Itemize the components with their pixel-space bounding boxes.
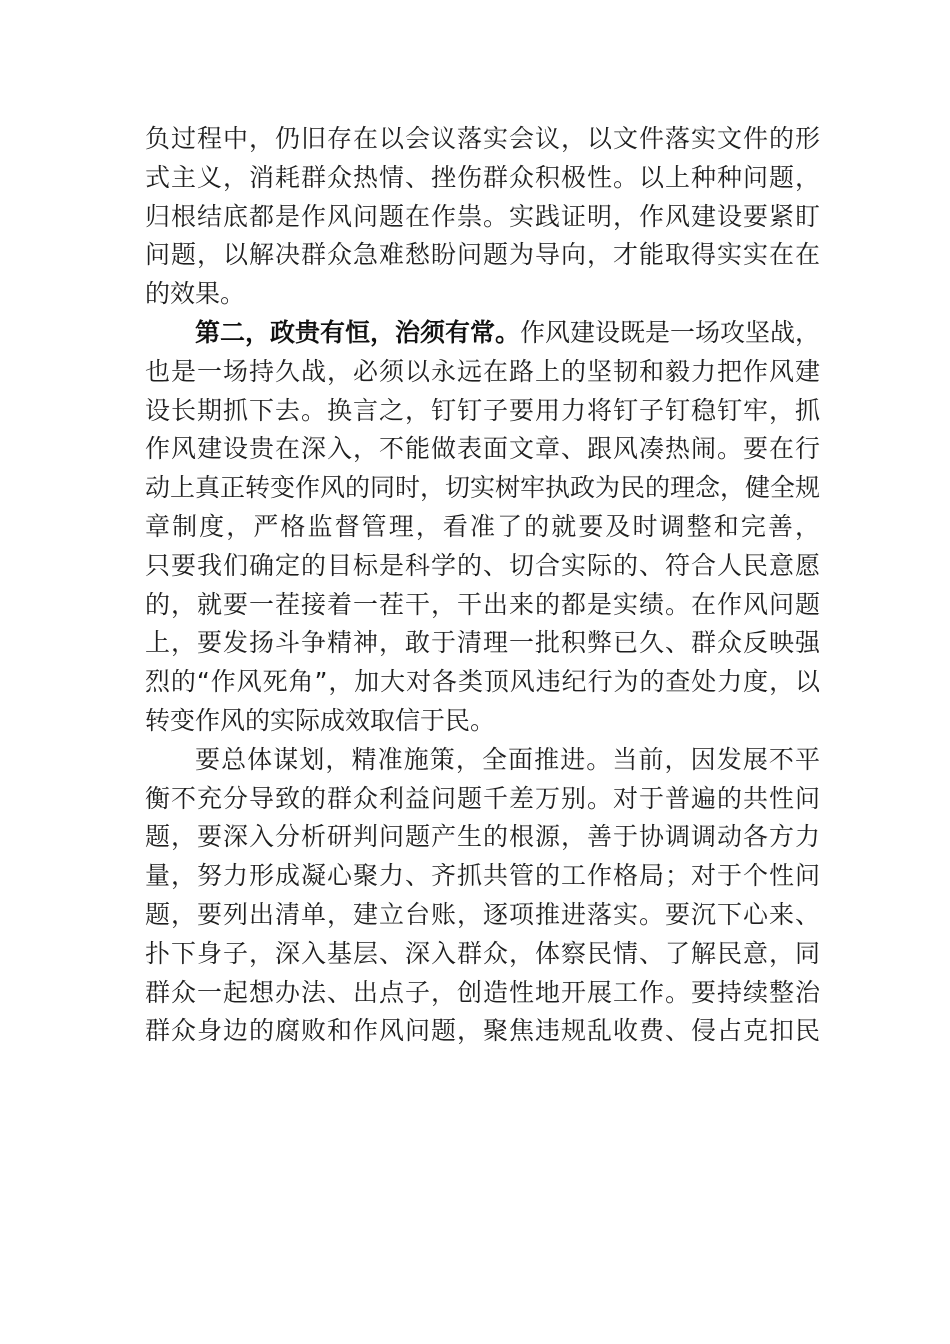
paragraph-line: 也是一场持久战，必须以永远在路上的坚韧和毅力把作风建 (145, 356, 820, 386)
paragraph-line: 衡不充分导致的群众利益问题千差万别。对于普遍的共性问 (145, 783, 820, 813)
paragraph-first-line (145, 314, 820, 353)
section-heading: 第二，政贵有恒，治须有常。 (195, 317, 521, 347)
paragraph-2 (145, 314, 820, 741)
paragraph-line: 问题，以解决群众急难愁盼问题为导向，才能取得实实在在 (145, 240, 820, 270)
paragraph-line: 群众身边的腐败和作风问题，聚焦违规乱收费、侵占克扣民 (145, 1016, 820, 1046)
paragraph-line: 上，要发扬斗争精神，敢于清理一批积弊已久、群众反映强 (145, 628, 820, 658)
paragraph-1 (145, 120, 820, 314)
paragraph-line: 题，要列出清单，建立台账，逐项推进落实。要沉下心来、 (145, 899, 820, 929)
paragraph-first-line: 要总体谋划，精准施策，全面推进。当前，因发展不平 (195, 744, 820, 774)
paragraph-line: 题，要深入分析研判问题产生的根源，善于协调调动各方力 (145, 822, 820, 852)
paragraph-line: 作风建设贵在深入，不能做表面文章、跟风凑热闹。要在行 (145, 434, 820, 464)
paragraph-line: 扑下身子，深入基层、深入群众，体察民情、了解民意，同 (145, 938, 820, 968)
paragraph-line: 的效果。 (145, 279, 246, 309)
paragraph-line: 式主义，消耗群众热情、挫伤群众积极性。以上种种问题， (145, 162, 820, 192)
paragraph-line: 设长期抓下去。换言之，钉钉子要用力将钉子钉稳钉牢，抓 (145, 395, 820, 425)
paragraph-line: 转变作风的实际成效取信于民。 (145, 705, 496, 735)
paragraph-line: 的，就要一茬接着一茬干，干出来的都是实绩。在作风问题 (145, 589, 820, 619)
paragraph-line-rest: 作风建设既是一场攻坚战， (520, 317, 820, 347)
paragraph-line: 归根结底都是作风问题在作祟。实践证明，作风建设要紧盯 (145, 201, 820, 231)
paragraph-line: 负过程中，仍旧存在以会议落实会议，以文件落实文件的形 (145, 124, 820, 153)
paragraph-line: 烈的“作风死角”，加大对各类顶风违纪行为的查处力度，以 (145, 667, 820, 697)
document-body (145, 120, 820, 1051)
paragraph-line: 量，努力形成凝心聚力、齐抓共管的工作格局；对于个性问 (145, 861, 820, 891)
paragraph-3 (145, 741, 820, 1051)
paragraph-line: 章制度，严格监督管理，看准了的就要及时调整和完善， (145, 511, 820, 541)
paragraph-line: 只要我们确定的目标是科学的、切合实际的、符合人民意愿 (145, 550, 820, 580)
paragraph-line: 动上真正转变作风的同时，切实树牢执政为民的理念，健全规 (145, 473, 820, 503)
paragraph-line: 群众一起想办法、出点子，创造性地开展工作。要持续整治 (145, 977, 820, 1007)
